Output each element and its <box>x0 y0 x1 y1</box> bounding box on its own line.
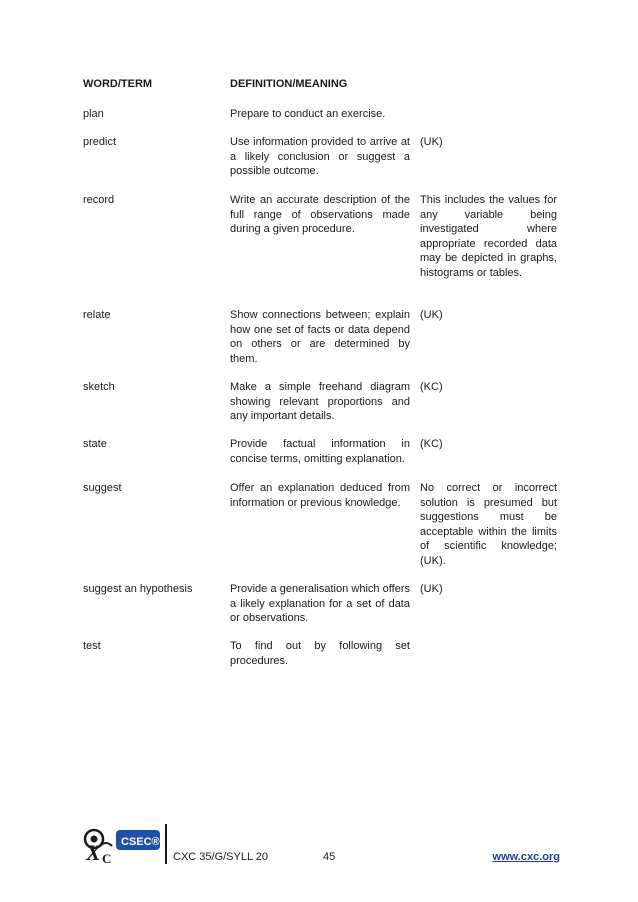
note-cell: (UK) <box>420 136 443 148</box>
page-number: 45 <box>323 851 336 863</box>
term-cell: suggest <box>83 482 122 494</box>
footer-divider <box>165 824 167 864</box>
term-cell: record <box>83 194 115 206</box>
header-definition: DEFINITION/MEANING <box>230 78 348 90</box>
cxc-csec-logo <box>80 822 162 866</box>
term-cell: test <box>83 640 101 652</box>
definition-cell: Provide a generalisation which offers a likely explanation for a set of data or observations. <box>230 583 410 624</box>
note-cell: No correct or incorrect solution is presumed but suggestions must be acceptable within the limits of scientific knowledge; (UK). <box>420 482 557 567</box>
note-cell: (KC) <box>420 381 443 393</box>
definition-cell: Provide factual information in concise terms, omitting explanation. <box>230 438 410 465</box>
term-cell: relate <box>83 309 111 321</box>
svg-text:C: C <box>102 851 112 866</box>
page-footer <box>0 820 638 880</box>
definition-cell: Show connections between; explain how one set of facts or data depend on others or are determined by them. <box>230 309 410 365</box>
term-cell: suggest an hypothesis <box>83 583 193 595</box>
note-cell: This includes the values for any variable being investigated where appropriate recorded data may be depicted in graphs, histograms or tables. <box>420 194 557 279</box>
svg-text:X: X <box>86 840 101 865</box>
term-cell: sketch <box>83 381 115 393</box>
website-link[interactable]: www.cxc.org <box>492 851 560 863</box>
term-cell: plan <box>83 108 104 120</box>
header-word-term: WORD/TERM <box>83 78 153 90</box>
logo-text: CSEC® <box>121 836 160 848</box>
note-cell: (UK) <box>420 583 443 595</box>
definition-cell: Offer an explanation deduced from information or previous knowledge. <box>230 482 410 509</box>
note-cell: (KC) <box>420 438 443 450</box>
term-cell: state <box>83 438 107 450</box>
definition-cell: To find out by following set procedures. <box>230 640 410 667</box>
note-cell: (UK) <box>420 309 443 321</box>
definition-cell: Write an accurate description of the full range of observations made during a given procedure. <box>230 194 410 235</box>
syllabus-code: CXC 35/G/SYLL 20 <box>173 851 268 863</box>
term-cell: predict <box>83 136 117 148</box>
definition-cell: Use information provided to arrive at a likely conclusion or suggest a possible outcome. <box>230 136 410 177</box>
definition-cell: Prepare to conduct an exercise. <box>230 108 386 120</box>
definition-cell: Make a simple freehand diagram showing relevant proportions and any important details. <box>230 381 410 422</box>
